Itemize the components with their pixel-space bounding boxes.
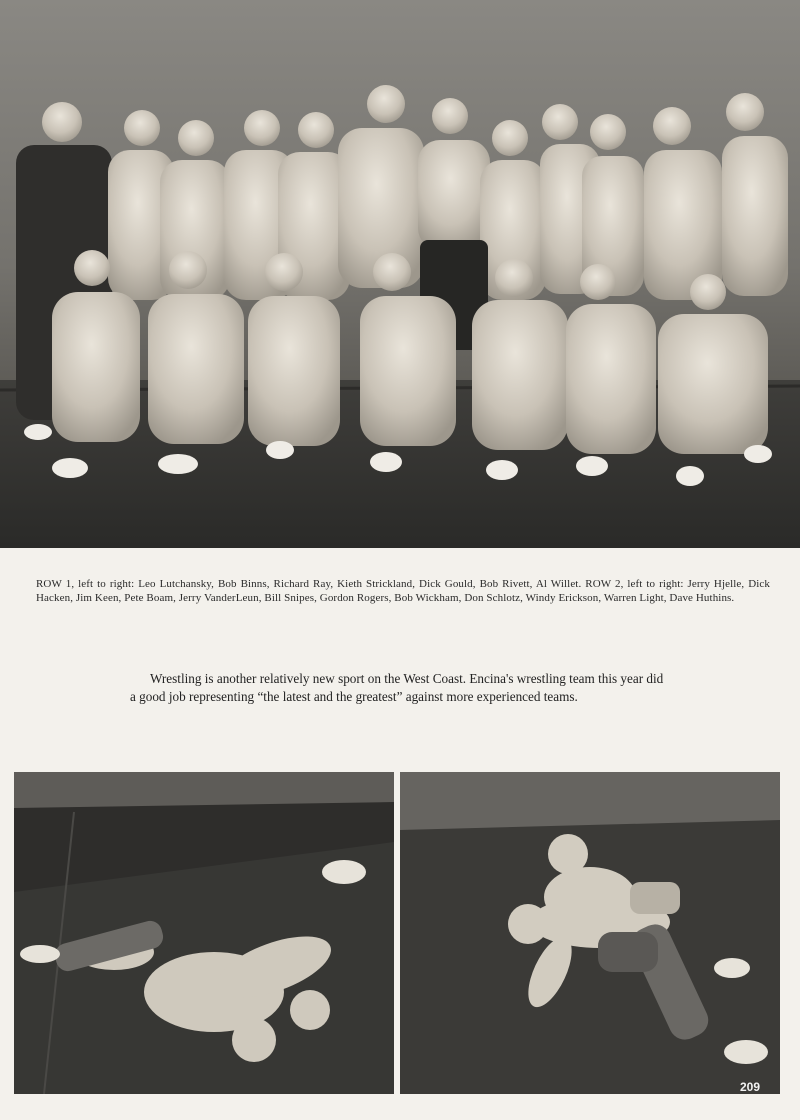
right-action-photo — [400, 772, 780, 1094]
right-action-image — [400, 772, 780, 1094]
team-photo — [0, 0, 800, 548]
photo-caption: ROW 1, left to right: Leo Lutchansky, Bob Binns, Richard Ray, Kieth Strickland, Dick Gould, Bob Rivett, Al Willet. ROW 2, left to right: Jerry Hjelle, Dick Hacken, Jim Keen, Pete Boam, Jerry VanderLeun, Bill Snipes, Gordon Rogers, Bob Wickham, Don Schlotz, Windy Erickson, Warren Light, Dave Huthins. — [36, 578, 770, 604]
page-number: 209 — [740, 1080, 761, 1094]
left-action-photo — [14, 772, 394, 1094]
team-photo-image — [0, 0, 800, 548]
article-paragraph: Wrestling is another relatively new sport on the West Coast. Encina's wrestling team this year did a good job representing “the latest and the greatest” against more experienced teams. — [130, 671, 664, 705]
left-action-image — [14, 772, 394, 1094]
